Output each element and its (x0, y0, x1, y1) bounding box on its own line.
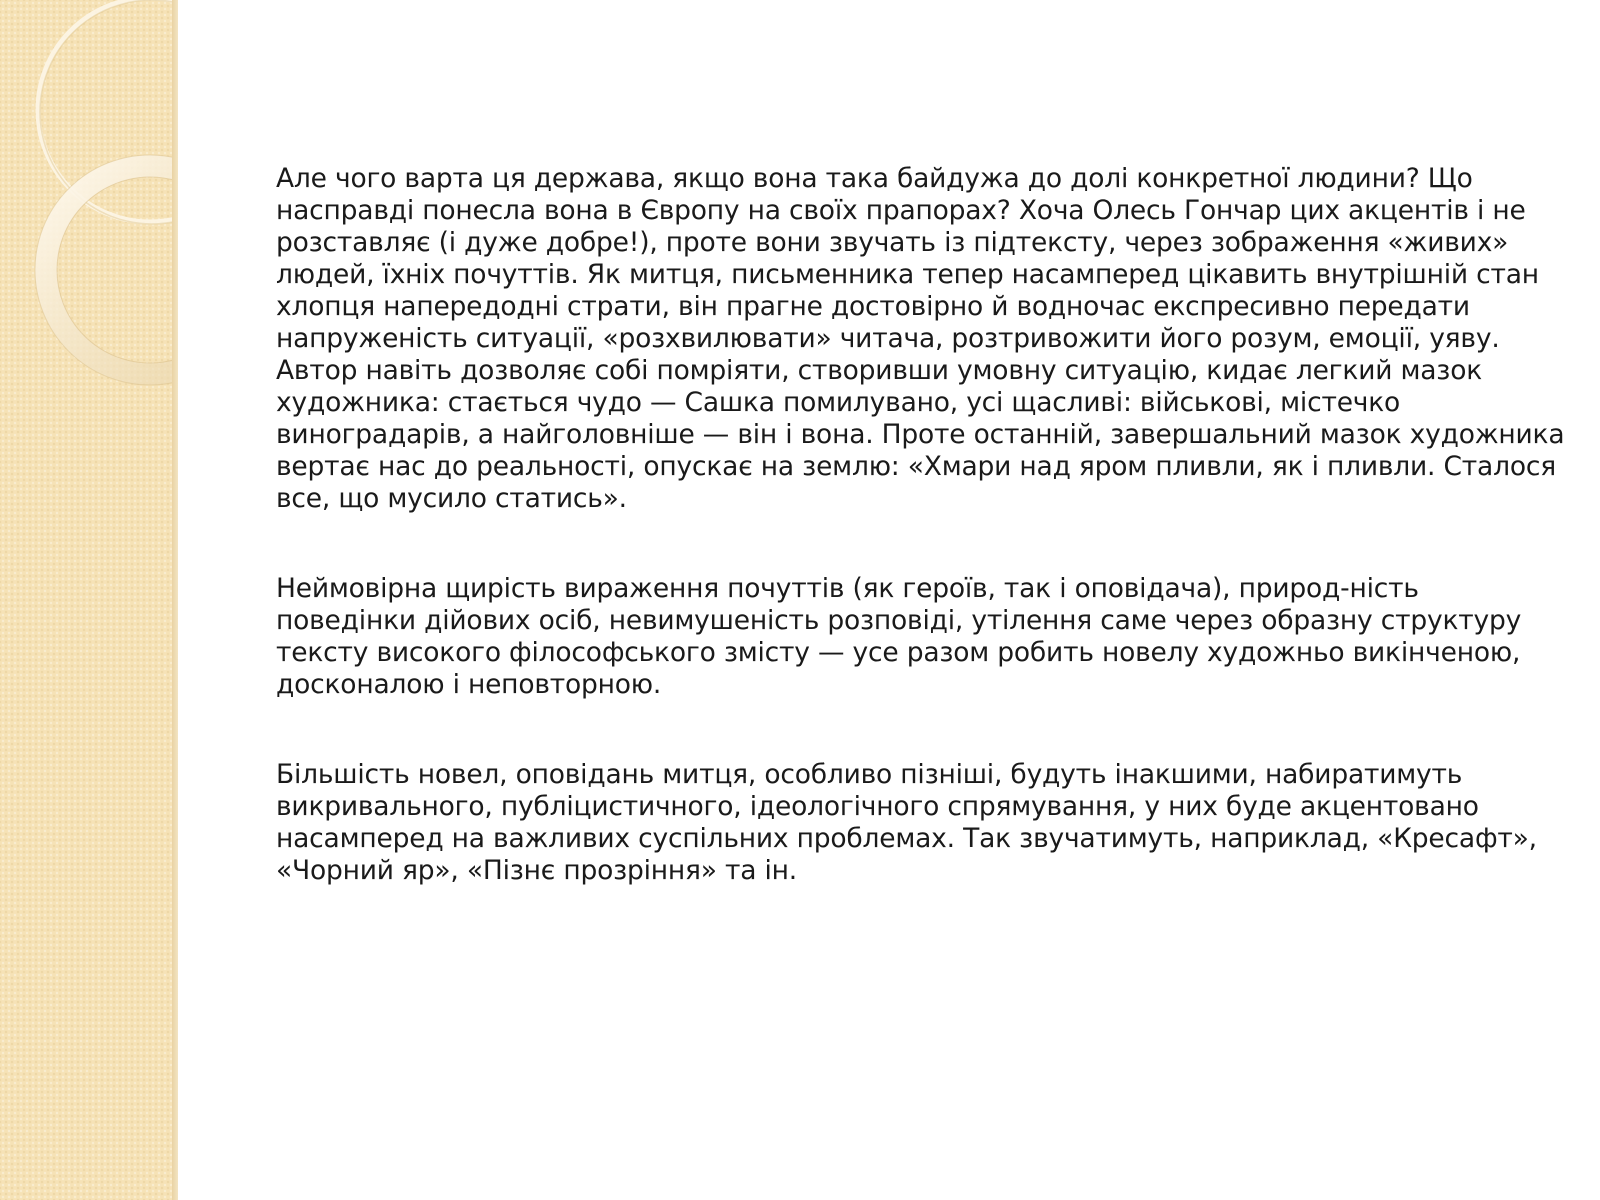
upper-ring (38, 0, 178, 222)
upper-ring-shadow (40, 0, 178, 224)
lower-ring (46, 166, 178, 374)
slide-text-body (276, 163, 1566, 887)
paragraph-1: Але чого варта ця держава, якщо вона така байдужа до долі конкретної людини? Що насправді понесла вона в Європу на своїх прапорах? Хоча Олесь Гончар цих акцентів і не розставляє (і дуже добре!), проте вони звучать із підтексту, через зображення «живих» людей, їхніх почуттів. Як митця, письменника тепер насамперед цікавить внутрішній стан хлопця напередодні страти, він прагне достовірно й водночас експресивно передати напруженість ситуації, «розхвилювати» читача, розтривожити його розум, емоції, уяву. Автор навіть дозволяє собі помріяти, створивши умовну ситуацію, кидає легкий мазок художника: стається чудо — Сашка помилувано, усі щасливі: військові, містечко виноградарів, а найголовніше — він і вона. Проте останній, завершальний мазок художника вертає нас до реальності, опускає на землю: «Хмари над яром пливли, як і пливли. Сталося все, що мусило статись». (276, 163, 1565, 514)
decorative-sidebar (0, 0, 178, 1200)
sidebar-edge (172, 0, 178, 1200)
paragraph-2: Неймовірна щирість вираження почуттів (як героїв, так і оповідача), природ-ність поведінки дійових осіб, невимушеність розповіді, утілення саме через образну структуру тексту високого філософського змісту — усе разом робить новелу художньо викінченою, досконалою і неповторною. (276, 573, 1522, 700)
decorative-rings (0, 0, 178, 1200)
paragraph-3: Більшість новел, оповідань митця, особливо пізніші, будуть інакшими, набиратимуть викривального, публіцистичного, ідеологічного спрямування, у них буде акцентовано насамперед на важливих суспільних проблемах. Так звучатимуть, наприклад, «Кресафт», «Чорний яр», «Пізнє прозріння» та ін. (276, 759, 1537, 886)
